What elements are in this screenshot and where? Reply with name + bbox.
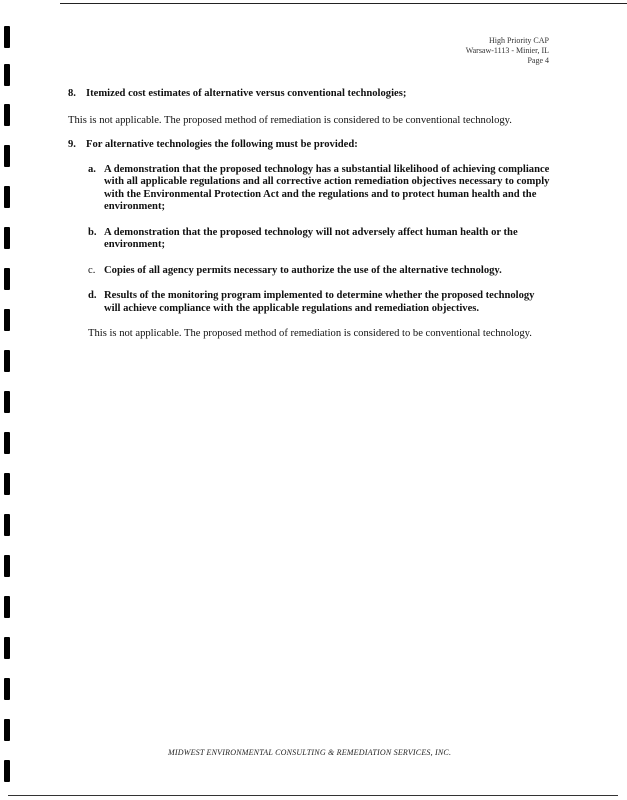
punch-hole bbox=[4, 719, 10, 741]
header-title: High Priority CAP bbox=[488, 36, 549, 45]
item-9-number: 9. bbox=[68, 139, 76, 150]
punch-hole bbox=[4, 350, 10, 372]
list-item-text: Results of the monitoring program implemented to determine whether the proposed technology will achieve compliance with the applicable regulations and remediation objectives. bbox=[104, 290, 535, 314]
header-site: Warsaw-1113 - Minier, IL bbox=[465, 46, 549, 55]
header-page-number: Page 4 bbox=[527, 56, 549, 65]
list-item bbox=[88, 164, 553, 214]
punch-hole bbox=[4, 145, 10, 167]
list-item-text: A demonstration that the proposed technology has a substantial likelihood of achieving compliance with all applicable regulations and all corrective action remediation objectives necessary to comply with the Environmental Protection Act and the regulations and to protect human health and the environment; bbox=[104, 163, 550, 212]
binder-punch-holes bbox=[4, 0, 12, 800]
document-body bbox=[68, 88, 553, 341]
punch-hole bbox=[4, 514, 10, 536]
punch-hole bbox=[4, 186, 10, 208]
item-8-heading bbox=[68, 88, 553, 101]
company-footer: MIDWEST ENVIRONMENTAL CONSULTING & REMEDIATION SERVICES, INC. bbox=[168, 748, 452, 757]
punch-hole bbox=[4, 309, 10, 331]
top-rule bbox=[60, 3, 627, 4]
list-item-letter: b. bbox=[88, 226, 97, 238]
list-item-text: A demonstration that the proposed technology will not adversely affect human health or the environment; bbox=[104, 226, 518, 250]
list-item-letter: c. bbox=[88, 264, 96, 276]
list-item bbox=[88, 290, 553, 315]
item-8-number: 8. bbox=[68, 88, 76, 99]
list-item-letter: d. bbox=[88, 290, 97, 301]
item-9-sublist bbox=[68, 164, 553, 316]
punch-hole bbox=[4, 473, 10, 495]
bottom-rule bbox=[8, 795, 618, 796]
list-item bbox=[88, 227, 553, 252]
punch-hole bbox=[4, 227, 10, 249]
punch-hole bbox=[4, 268, 10, 290]
punch-hole bbox=[4, 64, 10, 86]
list-item bbox=[88, 265, 553, 278]
punch-hole bbox=[4, 26, 10, 48]
punch-hole bbox=[4, 555, 10, 577]
punch-hole bbox=[4, 760, 10, 782]
item-8-response: This is not applicable. The proposed method of remediation is considered to be conventional technology. bbox=[68, 114, 512, 126]
punch-hole bbox=[4, 432, 10, 454]
item-9-heading bbox=[68, 139, 553, 152]
punch-hole bbox=[4, 596, 10, 618]
list-item-letter: a. bbox=[88, 163, 96, 175]
item-9-response: This is not applicable. The proposed method of remediation is considered to be conventional technology. bbox=[88, 328, 532, 339]
punch-hole bbox=[4, 637, 10, 659]
page-header bbox=[466, 36, 549, 66]
punch-hole bbox=[4, 104, 10, 126]
item-8-heading-text: Itemized cost estimates of alternative versus conventional technologies; bbox=[86, 88, 407, 99]
punch-hole bbox=[4, 391, 10, 413]
list-item-text: Copies of all agency permits necessary to authorize the use of the alternative technology. bbox=[104, 264, 502, 276]
punch-hole bbox=[4, 678, 10, 700]
item-9-heading-text: For alternative technologies the following must be provided: bbox=[86, 139, 358, 150]
